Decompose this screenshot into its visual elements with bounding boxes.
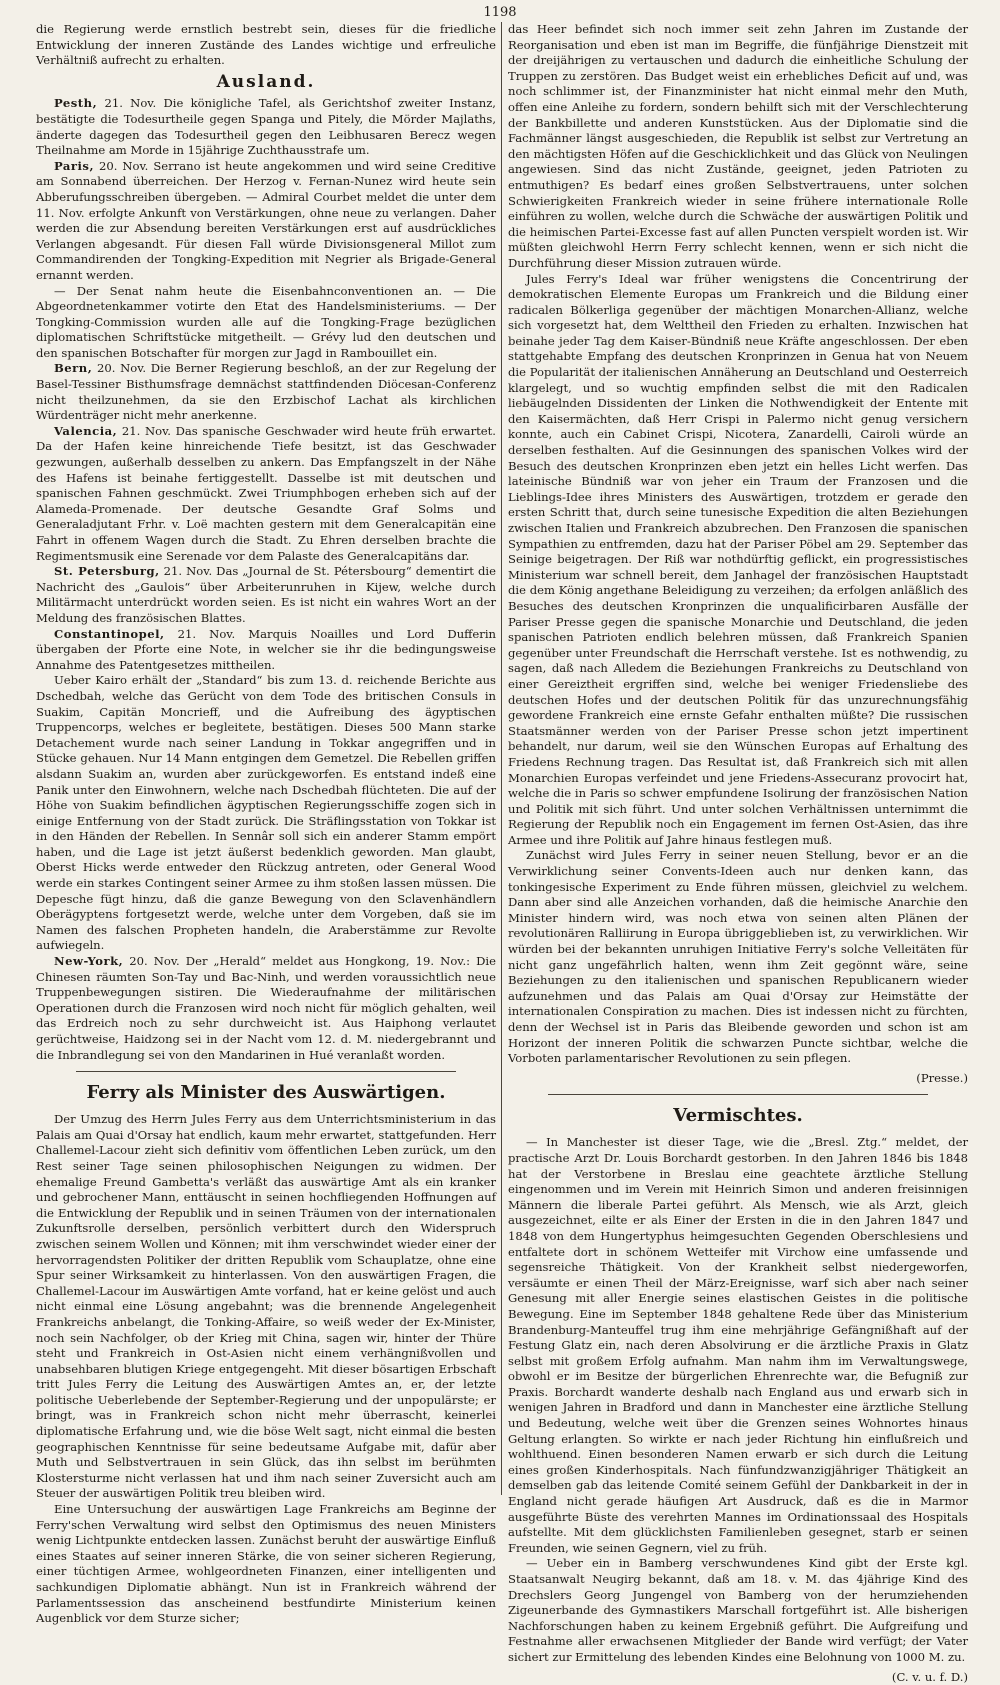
news-report: [36, 673, 496, 954]
report-text: 20. Nov. Serrano ist heute angekommen und wird seine Creditive am Sonnabend überreichen. Der Herzog v. Fernan-Nunez wird heute sein Abberufungsschreiben übergeben. — Admiral Courbet meldet die unter dem 11. Nov. erfolgte Ankunft von Verstärkungen, ohne neue zu verlangen. Daher werden die zur Absendung bereiten Verstärkungen erst auf ausdrückliches Verlangen abgesandt. Für diesen Fall würde Divisionsgeneral Millot zum Commandirenden der Tongking-Expedition mit Negrier als Brigade-General ernannt werden.: [36, 158, 496, 282]
news-report: [36, 954, 496, 1063]
ferry-source: (Presse.): [916, 1070, 968, 1085]
report-text: 21. Nov. Marquis Noailles und Lord Dufferin übergaben der Pforte eine Note, in welcher sie ihr die bedingungsweise Annahme des Patentgesetzes mittheilen.: [36, 626, 496, 672]
vermischtes-heading: Vermischtes.: [673, 1105, 803, 1127]
left-column: [36, 22, 496, 1626]
report-text: — Der Senat nahm heute die Eisenbahnconventionen an. — Die Abgeordnetenkammer votirte den Etat des Handelsministeriums. — Der Tongking-Commission wurden alle auf die Tongking-Frage bezüglichen diplomatischen Schriftstücke mitgetheilt. — Grévy lud den deutschen und den spanischen Botschafter für morgen zur Jagd in Rambouillet ein.: [36, 283, 496, 360]
news-report: [36, 627, 496, 674]
news-report: [36, 361, 496, 423]
ferry-article-heading: Ferry als Minister des Auswärtigen.: [86, 1082, 446, 1104]
report-text: 20. Nov. Der „Herald“ meldet aus Hongkong, 19. Nov.: Die Chinesen räumten Son-Tay und Bac-Ninh, und werden voraussichtlich neue Truppenbewegungen sistiren. Die Wiederaufnahme der militärischen Operationen durch die Franzosen wird noch nicht für möglich gehalten, weil das Erdreich noch zu sehr durchweicht ist. Aus Haiphong verlautet gerüchtweise, Haidzong sei in der Nacht vom 12. d. M. niedergebrannt und die Inbrandlegung sei von den Mandarinen in Hué veranlaßt worden.: [36, 954, 496, 1062]
right-column: [508, 22, 968, 1684]
intro-paragraph: die Regierung werde ernstlich bestrebt sein, dieses für die friedliche Entwicklung der inneren Zustände des Landes wichtige und erfreuliche Verhältniß aufrecht zu erhalten.: [36, 22, 496, 68]
news-report: [36, 284, 496, 362]
page-number: 1198: [483, 5, 517, 20]
news-report: [36, 159, 496, 284]
ausland-heading: Ausland.: [216, 71, 316, 92]
vermischtes-paragraph: — Ueber ein in Bamberg verschwundenes Kind gibt der Erste kgl. Staatsanwalt Neugirg bekannt, daß am 18. v. M. das 4jährige Kind des Drechslers Georg Jungengel von Bamberg von der herumziehenden Zigeunerbande des Gymnastikers Marschall fortgeführt ist. Alle bisherigen Nachforschungen haben zu keinem Ergebniß geführt. Die Aufgreifung und Festnahme aller erwachsenen Mitglieder der Bande wird verfügt; der Vater sichert zur Ermittelung des lebenden Kindes eine Belohnung von 1000 M. zu.: [508, 1556, 968, 1664]
ferry-continued-paragraph: Jules Ferry's Ideal war früher wenigstens die Concentrirung der demokratischen Elemente Europas um Frankreich und die Bildung einer radicalen Bölkerliga gegenüber der mächtigen Monarchen-Allianz, welche sich vorgesetzt hat, dem Welttheil den Frieden zu erhalten. Inzwischen hat beinahe jeder Tag dem Kaiser-Bündniß neue Kräfte angeschlossen. Der eben stattgehabte Empfang des deutschen Kronprinzen in Genua hat von Neuem die Popularität der italienischen Annäherung an Deutschland und Oesterreich klargelegt, und so wuchtig empfinden selbst die mit den Radicalen liebäugelnden Dissidenten der Linken die Nothwendigkeit der Entente mit den Kaisermächten, daß Herr Crispi in Palermo nicht genug versichern konnte, auch ein Cabinet Crispi, Nicotera, Zanardelli, Cairoli würde an derselben festhalten. Auf die Gesinnungen des spanischen Volkes wird der Besuch des deutschen Kronprinzen eben jetzt ein helles Licht werfen. Das lateinische Bündniß war von jeher ein Traum der Franzosen und die Lieblings-Idee ihres Ministers des Auswärtigen, trotzdem er gerade den ersten Schritt that, durch seine tunesische Expedition die alten Beziehungen zwischen Italien und Frankreich abzubrechen. Den Franzosen die spanischen Sympathien zu entfremden, dazu hat der Pariser Pöbel am 29. September das Seinige beigetragen. Der Riß war nothdürftig geflickt, ein progressistisches Ministerium war schnell bereit, dem Janhagel der französischen Hauptstadt die dem König angethane Beleidigung zu verzeihen; da erfolgen anläßlich des Besuches des deutschen Kronprinzen die unqualificirbaren Ausfälle der Pariser Presse gegen die spanische Monarchie und Deutschland, die jeden spanischen Patrioten endlich belehren müssen, daß Frankreich Spanien gegenüber unter Freundschaft die Herrschaft verstehe. Ist es nothwendig, zu sagen, daß nach Alledem die Beziehungen Frankreichs zu Deutschland von einer Gereiztheit ergriffen sind, welche bei weniger Friedensliebe des deutschen Hofes und der deutschen Politik für das unzurechnungsfähig gewordene Frankreich eine ernste Gefahr enthalten müßte? Die russischen Staatsmänner werden von der Pariser Presse schon jetzt impertinent behandelt, nur darum, weil sie den Wünschen Europas auf Erhaltung des Friedens Rechnung tragen. Das Resultat ist, daß Frankreich sich mit allen Monarchien Europas verfeindet und jene Friedens-Assecuranz provocirt hat, welche die in Paris so schwer empfundene Isolirung der französischen Nation und Politik mit sich führt. Und unter solchen Verhältnissen unternimmt die Regierung der Republik noch ein Engagement im fernen Ost-Asien, das ihre Armee und ihre Politik auf Jahre hinaus festlegen muß.: [508, 271, 968, 847]
report-dateline: Constantinopel,: [54, 626, 165, 641]
news-report: [36, 564, 496, 626]
vermischtes-paragraph: — In Manchester ist dieser Tage, wie die „Bresl. Ztg.“ meldet, der practische Arzt Dr. Louis Borchardt gestorben. In den Jahren 1846 bis 1848 hat der Verstorbene in Breslau eine geachtete ärztliche Stellung eingenommen und im Verein mit Heinrich Simon und anderen freisinnigen Männern die liberale Partei geführt. Als Mensch, wie als Arzt, gleich ausgezeichnet, eilte er als Einer der Ersten in die in den Jahren 1847 und 1848 von dem Hungertyphus heimgesuchten Gegenden Oberschlesiens und entfaltete dort in schönem Wetteifer mit Virchow eine umfassende und segensreiche Thätigkeit. Von der Krankheit selbst niedergeworfen, versäumte er einen Theil der März-Ereignisse, warf sich aber nach seiner Genesung mit aller Energie seines elastischen Geistes in die politische Bewegung. Eine im September 1848 gehaltene Rede über das Ministerium Brandenburg-Manteuffel trug ihm eine mehrjährige Gefängnißhaft auf der Festung Glatz ein, nach deren Absolvirung er die ärztliche Praxis in Glatz selbst mit großem Erfolg aufnahm. Man nahm ihm im Verwaltungswege, obwohl er im Besitze der bürgerlichen Ehrenrechte war, die Befugniß zur Praxis. Borchardt wanderte deshalb nach England aus und erwarb sich in wenigen Jahren in Bradford und dann in Manchester eine ärztliche Stellung und Bedeutung, welche weit über die Grenzen seines Wohnortes hinaus Geltung erlangten. So wirkte er nach jeder Richtung hin einflußreich und wohlthuend. Einen besonderen Namen erwarb er sich durch die Leitung eines großen Kinderhospitals. Nach fünfundzwanzigjähriger Thätigkeit an demselben gab das leitende Comité seinem Gefühl der Dankbarkeit in der in England nicht gerade häufigen Art Ausdruck, daß es die in Marmor ausgeführte Büste des verehrten Mannes im Ordinationssaal des Hospitals aufstellte. Mit dem glücklichsten Familienleben gesegnet, starb er seinen Freunden, wie seinen Gegnern, viel zu früh.: [508, 1135, 968, 1555]
report-dateline: St. Petersburg,: [54, 564, 160, 579]
ferry-continued-paragraph: Zunächst wird Jules Ferry in seiner neuen Stellung, bevor er an die Verwirklichung seiner Convents-Ideen auch nur denken kann, das tonkingesische Experiment zu Ende führen müssen, gleichviel zu welchem. Dann aber sind alle Anzeichen vorhanden, daß die heimische Anarchie den Minister hindern wird, was noch etwa von seinen alten Plänen der revolutionären Ralliirung in Europa übriggeblieben ist, zu verwirklichen. Wir würden bei der bekannten unruhigen Initiative Ferry's solche Velleitäten für nicht ganz ungefährlich halten, wenn ihm Zeit gegönnt wäre, seine Beziehungen zu den italienischen und spanischen Republicanern wieder aufzunehmen und das Palais am Quai d'Orsay zur Heimstätte der internationalen Conspiration zu machen. Dies ist indessen nicht zu fürchten, denn der Wechsel ist in Paris das Bleibende geworden und schon ist am Horizont der inneren Politik die schwarzen Puncte sichtbar, welche die Vorboten parlamentarischer Revolutionen zu sein pflegen.: [508, 848, 968, 1066]
news-report: [36, 424, 496, 564]
report-dateline: Paris,: [54, 158, 94, 173]
news-report: [36, 96, 496, 158]
report-text: 20. Nov. Die Berner Regierung beschloß, an der zur Regelung der Basel-Tessiner Bisthumsfrage demnächst stattfindenden Diöcesan-Conferenz nicht theilzunehmen, da sie den Erzbischof Lachat als kirchlichen Würdenträger nicht mehr anerkenne.: [36, 361, 496, 423]
column-rule: [501, 22, 502, 1495]
report-text: Ueber Kairo erhält der „Standard“ bis zum 13. d. reichende Berichte aus Dschedbah, welche das Gerücht von dem Tode des britischen Consuls in Suakim, Capitän Moncrieff, und die Aufreibung des ägyptischen Truppencorps, welches er begleitete, bestätigen. Dieses 500 Mann starke Detachement wurde nach seiner Landung in Tokkar angegriffen und in Stücke gehauen. Nur 14 Mann entgingen dem Gemetzel. Die Rebellen griffen alsdann Suakim an, wurden aber zurückgeworfen. Es entstand indeß eine Panik unter den Einwohnern, welche nach Dschedbah flüchteten. Die auf der Höhe von Suakim befindlichen ägyptischen Regierungsschiffe zogen sich in einige Entfernung von der Stadt zurück. Die Sträflingsstation von Tokkar ist in den Händen der Rebellen. In Sennâr soll sich ein anderer Stamm empört haben, und die Lage ist jetzt äußerst bedenklich geworden. Man glaubt, Oberst Hicks werde entweder den Rückzug antreten, oder General Wood werde ein starkes Contingent seiner Armee zu ihm stoßen lassen müssen. Die Depesche fügt hinzu, daß die ganze Bewegung von den Sclavenhändlern Oberägyptens fortgesetzt werde, welche unter dem Vorgeben, daß sie im Namen des falschen Propheten handeln, die Araberstämme zur Revolte aufwiegeln.: [36, 673, 496, 953]
report-text: 21. Nov. Das spanische Geschwader wird heute früh erwartet. Da der Hafen keine hinreichende Tiefe besitzt, ist das Geschwader gezwungen, außerhalb desselben zu ankern. Das Empfangszelt in der Nähe des Hafens ist beinahe fertiggestellt. Dasselbe ist mit deutschen und spanischen Fahnen geschmückt. Zwei Triumphbogen erheben sich auf der Alameda-Promenade. Der deutsche Gesandte Graf Solms und Generaladjutant Frhr. v. Loë machten gestern mit dem Generalcapitän eine Fahrt in offenem Wagen durch die Stadt. Zu Ehren derselben brachte die Regimentsmusik eine Serenade vor dem Palaste des Generalcapitäns dar.: [36, 423, 496, 563]
vermischtes-source: (C. v. u. f. D.): [891, 1669, 968, 1684]
report-dateline: New-York,: [54, 954, 124, 969]
report-text: 21. Nov. Das „Journal de St. Pétersbourg“ dementirt die Nachricht des „Gaulois“ über Arbeiterunruhen in Kijew, welche durch Militärmacht unterdrückt worden seien. Es ist nicht ein wahres Wort an der Meldung des französischen Blattes.: [36, 564, 496, 625]
article-separator: [76, 1071, 456, 1072]
report-dateline: Valencia,: [54, 423, 118, 438]
report-text: 21. Nov. Die königliche Tafel, als Gerichtshof zweiter Instanz, bestätigte die Todesurtheile gegen Spanga und Pitely, die Mörder Majlaths, änderte dagegen das Todesurtheil gegen den Leibhusaren Berecz wegen Theilnahme am Morde in 15jährige Zuchthausstrafe um.: [36, 96, 496, 158]
ferry-paragraph: Der Umzug des Herrn Jules Ferry aus dem Unterrichtsministerium in das Palais am Quai d'Orsay hat endlich, kaum mehr erwartet, stattgefunden. Herr Challemel-Lacour zieht sich definitiv vom öffentlichen Leben zurück, um den Rest seiner Tage seinen philosophischen Neigungen zu widmen. Der ehemalige Freund Gambetta's verläßt das auswärtige Amt als ein kranker und gebrochener Mann, enttäuscht in seinen hochfliegenden Hoffnungen auf die Entwicklung der Republik und in seinen Träumen von der internationalen Zukunftsrolle derselben, persönlich verbittert durch den Widerspruch zwischen seinem Wollen und Können; mit ihm verschwindet wieder einer der hervorragendsten Politiker der dritten Republik vom Schauplatze, ohne eine Spur seiner Wirksamkeit zu hinterlassen. Von den auswärtigen Fragen, die Challemel-Lacour im Auswärtigen Amte vorfand, hat er keine gelöst und auch nicht einmal eine Lösung angebahnt; was die brennende Angelegenheit Frankreichs anbelangt, die Tonking-Affaire, so weiß weder der Ex-Minister, noch sein Nachfolger, ob der Krieg mit China, sagen wir, hinter der Thüre steht und Frankreich in Ost-Asien nicht einem verhängnißvollen und unabsehbaren blutigen Kriege entgegengeht. Mit dieser bösartigen Erbschaft tritt Jules Ferry die Leitung des Auswärtigen Amtes an, er, der letzte politische Ueberlebende der September-Regierung und der unpopulärste; er bringt, was in Frankreich schon nicht mehr überrascht, keinerlei diplomatische Erfahrung und, wie die böse Welt sagt, nicht einmal die besten geographischen Kenntnisse für seine bedeutsame Aufgabe mit, dafür aber Muth und Selbstvertrauen in sein Glück, das ihn selbst im berühmten Klostersturme nicht verlassen hat und ihm nach seiner Zuversicht auch am Steuer der auswärtigen Politik treu bleiben wird.: [36, 1112, 496, 1501]
report-dateline: Pesth,: [54, 96, 98, 111]
ferry-continued-paragraph: das Heer befindet sich noch immer seit zehn Jahren im Zustande der Reorganisation und eben ist man im Begriffe, die fünfjährige Dienstzeit mit der dreijährigen zu vertauschen und dadurch die einheitliche Schulung der Truppen zu zerstören. Das Budget weist ein erhebliches Deficit auf und, was noch schlimmer ist, der Finanzminister hat nicht einmal mehr den Muth, offen eine Anleihe zu fordern, sondern behilft sich mit der Verschlechterung der Bankbillette und anderen Kunststücken. Aus der Diplomatie sind die Fachmänner längst ausgeschieden, die Republik ist selbst zur Vertretung an den mächtigsten Höfen auf die Geschicklichkeit und das Glück von Neulingen angewiesen. Sind das nicht Zustände, geeignet, jeden Patrioten zu entmuthigen? Es bedarf eines großen Selbstvertrauens, unter solchen Schwierigkeiten Frankreich wieder in seine frühere internationale Rolle einführen zu wollen, welche durch die Schwäche der auswärtigen Politik und die heimischen Partei-Excesse fast auf allen Puncten verspielt worden ist. Wir müßten gleichwohl Herrn Ferry schlecht kennen, wenn er sich nicht die Durchführung dieser Mission zutrauen würde.: [508, 22, 968, 270]
ferry-paragraph: Eine Untersuchung der auswärtigen Lage Frankreichs am Beginne der Ferry'schen Verwaltung wird selbst den Optimismus des neuen Ministers wenig Lichtpunkte entdecken lassen. Zunächst beruht der auswärtige Einfluß eines Staates auf seiner inneren Stärke, die von seiner sicheren Regierung, einer tüchtigen Armee, wohlgeordneten Finanzen, einer intelligenten und sachkundigen Diplomatie abhängt. Nun ist in Frankreich während der Parlamentssession das anscheinend bestfundirte Ministerium keinen Augenblick vor dem Sturze sicher;: [36, 1502, 496, 1626]
article-separator: [548, 1094, 928, 1095]
report-dateline: Bern,: [54, 361, 93, 376]
